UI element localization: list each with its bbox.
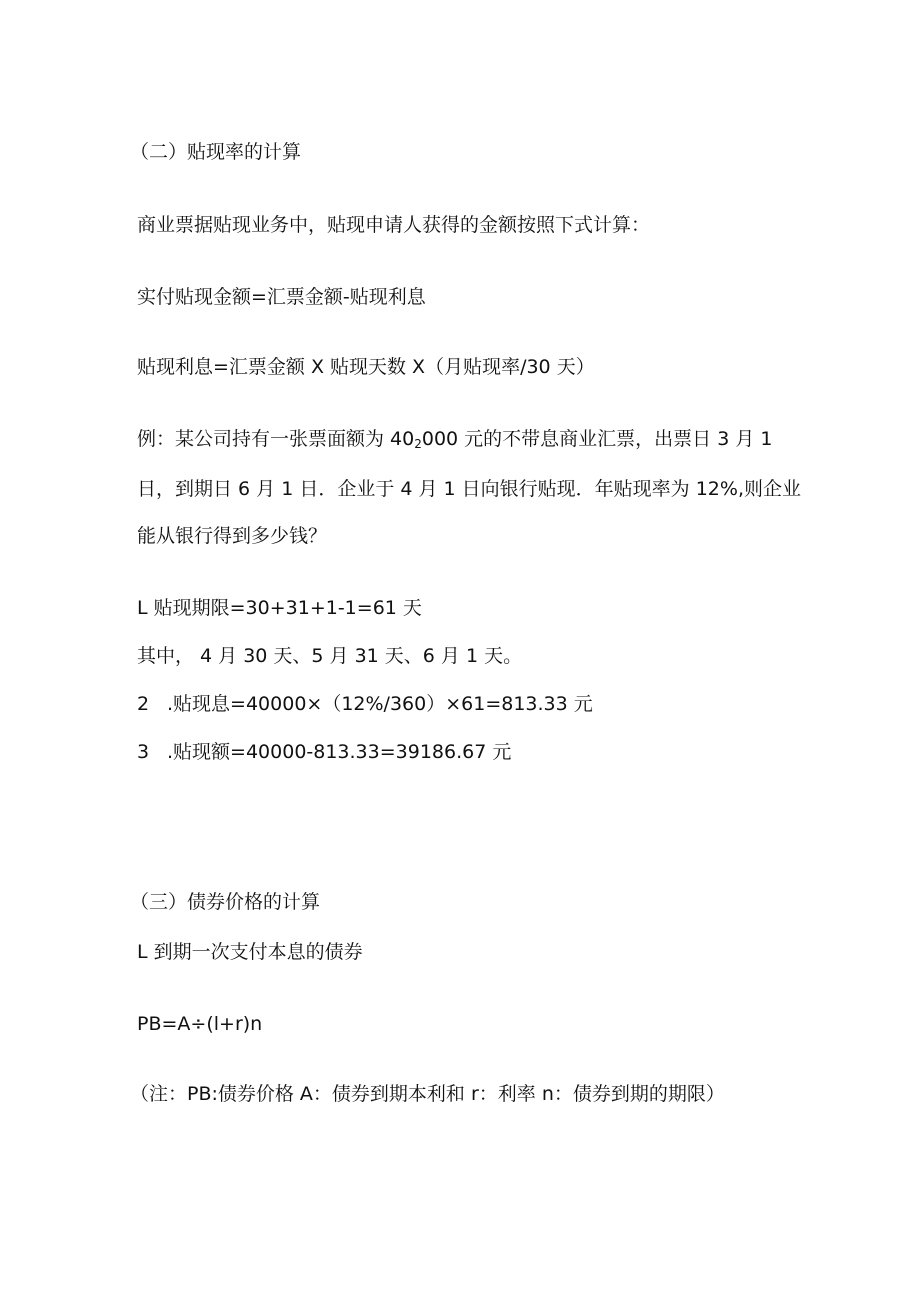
section-heading-discount-rate: （二）贴现率的计算 (130, 141, 302, 163)
section-heading-bond-price: （三）债券价格的计算 (130, 891, 321, 913)
bond-formula-note: （注：PB:债券价格 A：债券到期本利和 r：利率 n：债券到期的期限） (130, 1083, 725, 1105)
solution-step-2-text: .贴现息=40000×（12%/360）×61=813.33 元 (167, 693, 593, 715)
solution-step-1: L 贴现期限=30+31+1-1=61 天 (137, 597, 422, 619)
bond-price-formula: PB=A÷(l+r)n (137, 1013, 263, 1035)
example-line-1-subscript: 2 (414, 437, 422, 451)
formula-discount-interest: 贴现利息=汇票金额 X 贴现天数 X（月贴现率/30 天） (137, 356, 595, 378)
example-line-2: 日，到期日 6 月 1 日．企业于 4 月 1 日向银行贴现．年贴现率为 12%,则企业 (137, 478, 801, 500)
list-number: 3 (137, 741, 150, 763)
solution-step-3-text: .贴现额=40000-813.33=39186.67 元 (167, 741, 512, 763)
example-line-1-part-b: 000 元的不带息商业汇票，出票日 3 月 1 (421, 428, 773, 450)
example-line-3: 能从银行得到多少钱？ (137, 525, 328, 547)
example-line-1-part-a: 例：某公司持有一张票面额为 40 (137, 428, 415, 450)
bond-item-1: L 到期一次支付本息的债券 (137, 941, 363, 963)
formula-actual-discount-amount: 实付贴现金额=汇票金额-贴现利息 (137, 286, 426, 308)
intro-paragraph: 商业票据贴现业务中，贴现申请人获得的金额按照下式计算： (137, 214, 651, 236)
solution-step-3 (137, 740, 511, 764)
example-line-1 (137, 427, 772, 456)
list-number: 2 (137, 693, 150, 715)
solution-step-1-note: 其中， 4 月 30 天、5 月 31 天、6 月 1 天。 (137, 645, 523, 667)
solution-step-2 (137, 692, 593, 716)
